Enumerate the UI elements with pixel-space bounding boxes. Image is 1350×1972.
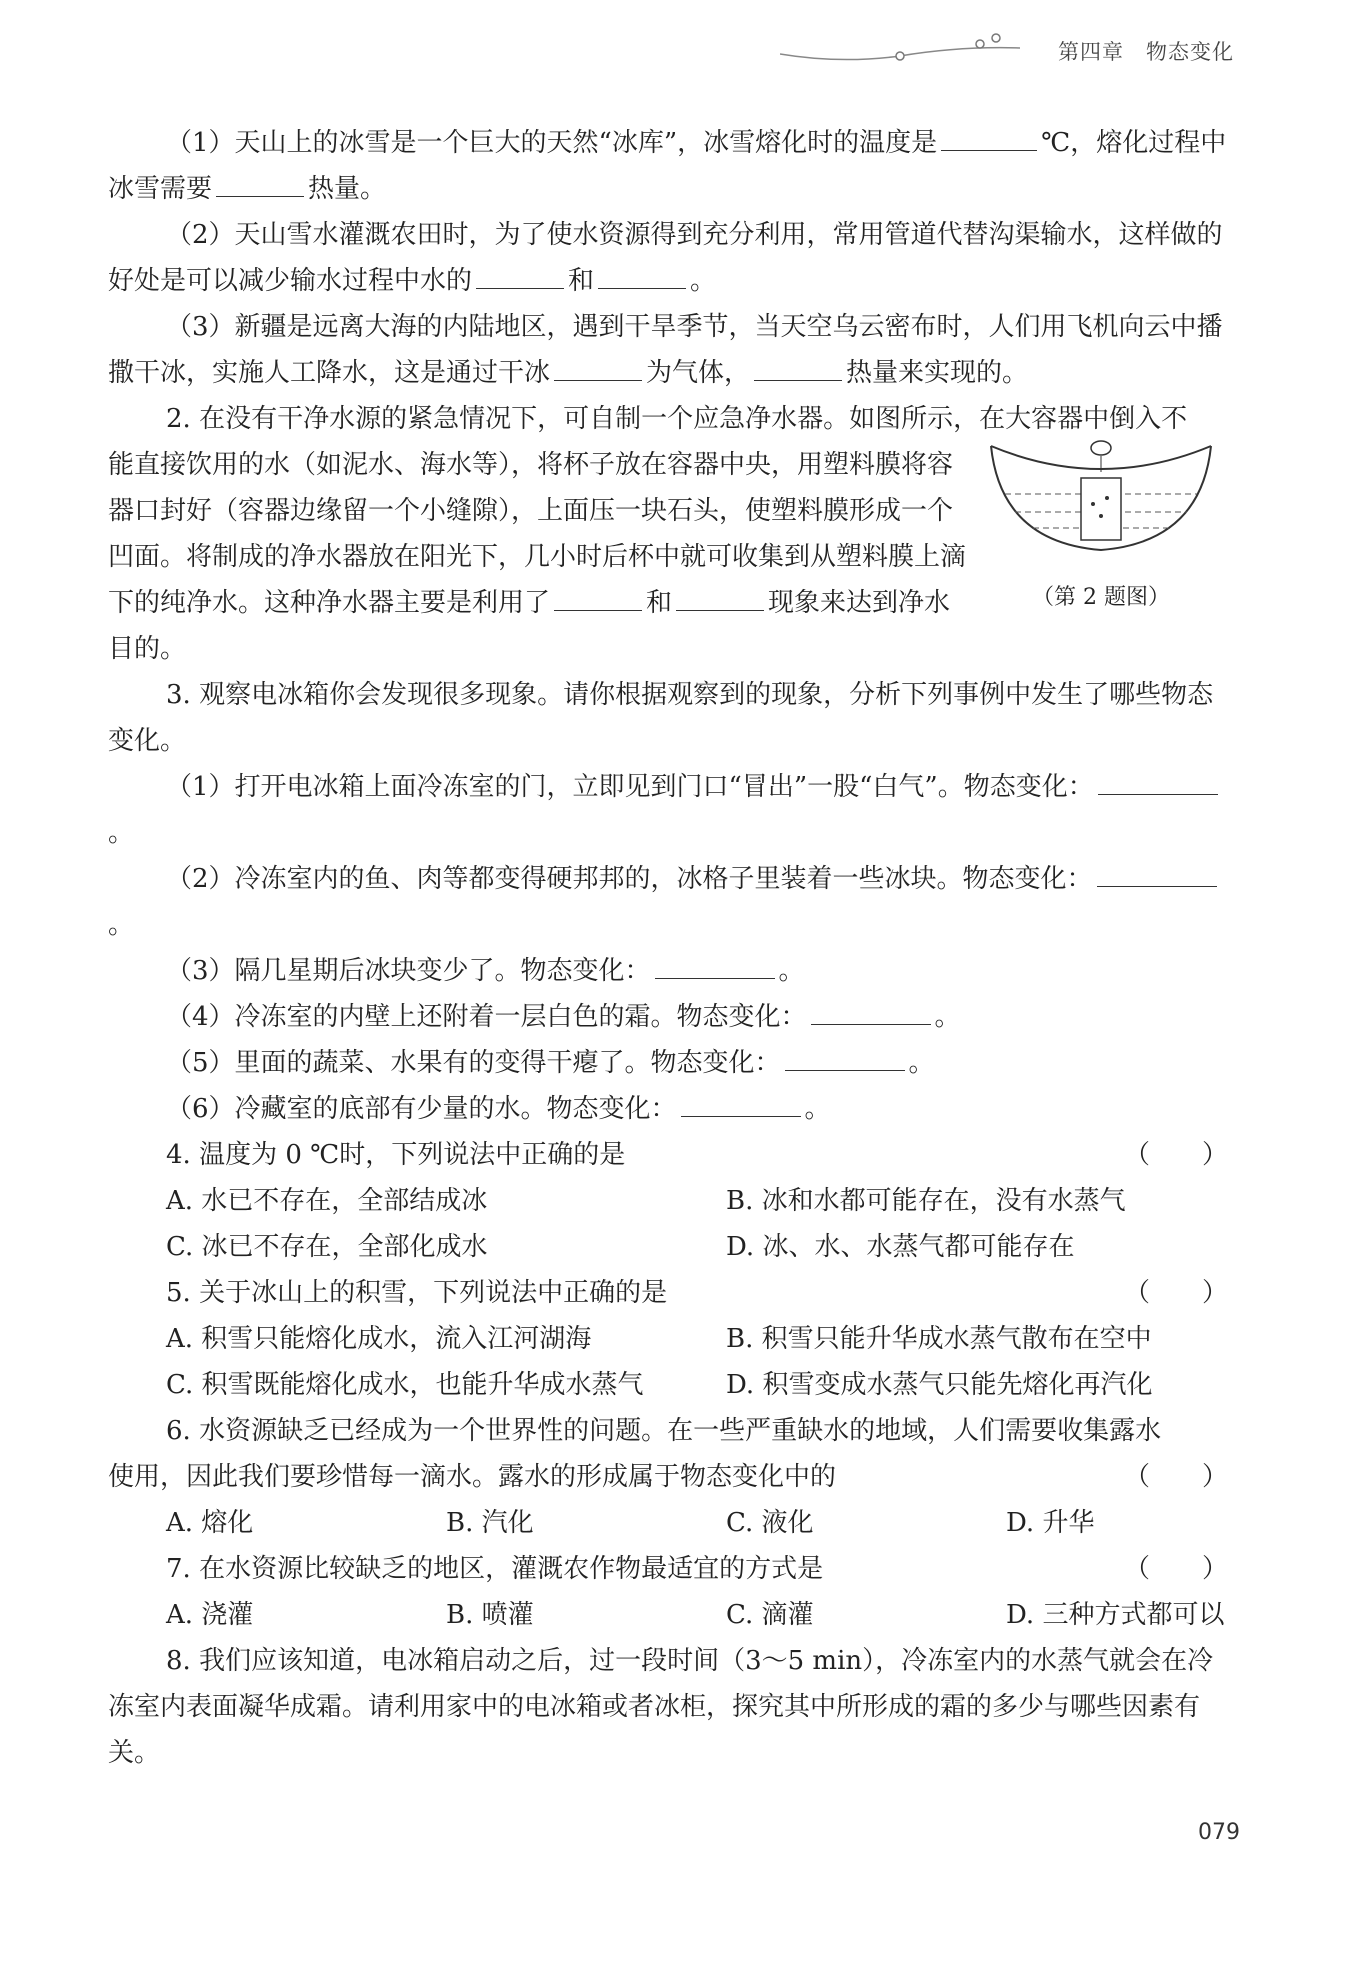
- q4-option-c[interactable]: C. 冰已不存在，全部化成水: [166, 1232, 488, 1262]
- q2-body-text-b: 和: [646, 588, 673, 618]
- q4-options-row: [166, 1224, 1236, 1270]
- q6-line1: 6. 水资源缺乏已经成为一个世界性的问题。在一些严重缺水的地域，人们需要收集露水: [166, 1416, 1162, 1446]
- q4-option-b[interactable]: B. 冰和水都可能存在，没有水蒸气: [726, 1186, 1126, 1216]
- answer-blank[interactable]: [941, 122, 1037, 151]
- answer-blank[interactable]: [476, 260, 564, 289]
- answer-blank[interactable]: [785, 1042, 905, 1071]
- q4-option-d[interactable]: D. 冰、水、水蒸气都可能存在: [726, 1232, 1075, 1262]
- q3-item-text: （1）打开电冰箱上面冷冻室的门，立即见到门口“冒出”一股“白气”。物态变化：: [166, 772, 1094, 802]
- q1-part1: [108, 120, 1236, 212]
- q4-option-a[interactable]: A. 水已不存在，全部结成冰: [166, 1186, 488, 1216]
- q3-item-text: （3）隔几星期后冰块变少了。物态变化：: [166, 956, 651, 986]
- q3-item-text: （6）冷藏室的底部有少量的水。物态变化：: [166, 1094, 677, 1124]
- q2-body: [108, 442, 968, 672]
- q7-option-d[interactable]: D. 三种方式都可以: [1006, 1600, 1225, 1630]
- q6-option-b[interactable]: B. 汽化: [446, 1508, 534, 1538]
- q3-item-text: （4）冷冻室的内壁上还附着一层白色的霜。物态变化：: [166, 1002, 807, 1032]
- answer-paren[interactable]: （ ）: [1123, 1462, 1228, 1492]
- q5-stem-text: 5. 关于冰山上的积雪，下列说法中正确的是: [166, 1278, 668, 1308]
- header-decoration-icon: [780, 22, 1050, 72]
- q2-first-line: 2. 在没有干净水源的紧急情况下，可自制一个应急净水器。如图所示，在大容器中倒入不: [166, 404, 1188, 434]
- q6-options-row: [166, 1500, 1236, 1546]
- q1-part1-text-b: ℃，熔化过程中冰雪需要: [108, 128, 1227, 204]
- chapter-title: 第四章 物态变化: [1058, 40, 1234, 64]
- q1-part2: [108, 212, 1236, 304]
- page-content: [108, 120, 1236, 1776]
- answer-blank[interactable]: [676, 582, 764, 611]
- q4-options-row: [166, 1178, 1236, 1224]
- q7-option-a[interactable]: A. 浇灌: [166, 1600, 254, 1630]
- q2-body-text-a: 能直接饮用的水（如泥水、海水等），将杯子放在容器中央，用塑料膜将容器口封好（容器边缘留一个小缝隙），上面压一块石头，使塑料膜形成一个凹面。将制成的净水器放在阳光下，几小时后杯中就可收集到从塑料膜上滴下的纯净水。这种净水器主要是利用了: [108, 450, 967, 618]
- q4-stem-text: 4. 温度为 0 ℃时，下列说法中正确的是: [166, 1140, 626, 1170]
- page-header: [0, 0, 1350, 80]
- answer-blank[interactable]: [811, 996, 931, 1025]
- q3-item-text: （2）冷冻室内的鱼、肉等都变得硬邦邦的，冰格子里装着一些冰块。物态变化：: [166, 864, 1093, 894]
- q7-option-c[interactable]: C. 滴灌: [726, 1600, 814, 1630]
- q1-part2-text-b: 和: [568, 266, 595, 296]
- page-number: 079: [1198, 1820, 1240, 1845]
- q6-option-d[interactable]: D. 升华: [1006, 1508, 1095, 1538]
- q3-item: [108, 1086, 1236, 1132]
- q2-figure-caption: （第 2 题图）: [1032, 585, 1170, 610]
- q3-stem: 3. 观察电冰箱你会发现很多现象。请你根据观察到的现象，分析下列事例中发生了哪些物态变化。: [108, 680, 1214, 756]
- q2-body-text-c: 现象来达到净水目的。: [108, 588, 951, 664]
- q1-part3: [108, 304, 1236, 396]
- q3-item-end: 。: [908, 1048, 935, 1078]
- answer-blank[interactable]: [1098, 766, 1218, 795]
- q5-option-b[interactable]: B. 积雪只能升华成水蒸气散布在空中: [726, 1324, 1152, 1354]
- q6-option-c[interactable]: C. 液化: [726, 1508, 814, 1538]
- answer-blank[interactable]: [554, 582, 642, 611]
- q8-text: 8. 我们应该知道，电冰箱启动之后，过一段时间（3～5 min），冷冻室内的水蒸气就会在冷冻室内表面凝华成霜。请利用家中的电冰箱或者冰柜，探究其中所形成的霜的多少与哪些因素有关。: [108, 1646, 1214, 1768]
- q3-item: [108, 1040, 1236, 1086]
- answer-blank[interactable]: [655, 950, 775, 979]
- answer-blank[interactable]: [598, 260, 686, 289]
- answer-blank[interactable]: [754, 352, 842, 381]
- q5-option-a[interactable]: A. 积雪只能熔化成水，流入江河湖海: [166, 1324, 592, 1354]
- q1-part1-text-c: 热量。: [308, 174, 387, 204]
- q3-item-text: （5）里面的蔬菜、水果有的变得干瘪了。物态变化：: [166, 1048, 781, 1078]
- q6-option-a[interactable]: A. 熔化: [166, 1508, 254, 1538]
- q1-part2-text-a: （2）天山雪水灌溉农田时，为了使水资源得到充分利用，常用管道代替沟渠输水，这样做的好处是可以减少输水过程中水的: [108, 220, 1223, 296]
- q1-part3-text-c: 热量来实现的。: [846, 358, 1029, 388]
- q3-item-end: 。: [108, 818, 135, 848]
- q1-part1-text-a: （1）天山上的冰雪是一个巨大的天然“冰库”，冰雪熔化时的温度是: [166, 128, 938, 158]
- q2-figure: [976, 432, 1226, 613]
- q3-item: [108, 994, 1236, 1040]
- q5-option-c[interactable]: C. 积雪既能熔化成水，也能升华成水蒸气: [166, 1370, 644, 1400]
- q7-stem: [108, 1546, 1236, 1592]
- q3-item: [108, 764, 1236, 856]
- q3-item-end: 。: [934, 1002, 961, 1032]
- q6-line2: [108, 1454, 1236, 1500]
- q7-options-row: [166, 1592, 1236, 1638]
- q5-options-row: [166, 1316, 1236, 1362]
- q5-stem: [108, 1270, 1236, 1316]
- q1-part3-text-b: 为气体，: [646, 358, 751, 388]
- answer-paren[interactable]: （ ）: [1123, 1140, 1228, 1170]
- q3-item-end: 。: [804, 1094, 831, 1124]
- q4-stem: [108, 1132, 1236, 1178]
- answer-blank[interactable]: [554, 352, 642, 381]
- answer-blank[interactable]: [681, 1088, 801, 1117]
- question-2: [108, 396, 1236, 672]
- answer-blank[interactable]: [1097, 858, 1217, 887]
- q5-options-row: [166, 1362, 1236, 1408]
- q5-option-d[interactable]: D. 积雪变成水蒸气只能先熔化再汽化: [726, 1370, 1153, 1400]
- answer-blank[interactable]: [216, 168, 304, 197]
- q1-part2-text-c: 。: [690, 266, 717, 296]
- q3-item-end: 。: [108, 910, 135, 940]
- q1-part3-text-a: （3）新疆是远离大海的内陆地区，遇到干旱季节，当天空乌云密布时，人们用飞机向云中播撒干冰，实施人工降水，这是通过干冰: [108, 312, 1223, 388]
- q3-item: [108, 948, 1236, 994]
- q6-line2-text: 使用，因此我们要珍惜每一滴水。露水的形成属于物态变化中的: [108, 1462, 837, 1492]
- q3-item-end: 。: [778, 956, 805, 986]
- water-purifier-diagram-icon: [981, 432, 1221, 562]
- answer-paren[interactable]: （ ）: [1123, 1554, 1228, 1584]
- answer-paren[interactable]: （ ）: [1123, 1278, 1228, 1308]
- q7-stem-text: 7. 在水资源比较缺乏的地区，灌溉农作物最适宜的方式是: [166, 1554, 824, 1584]
- q7-option-b[interactable]: B. 喷灌: [446, 1600, 534, 1630]
- q3-item: [108, 856, 1236, 948]
